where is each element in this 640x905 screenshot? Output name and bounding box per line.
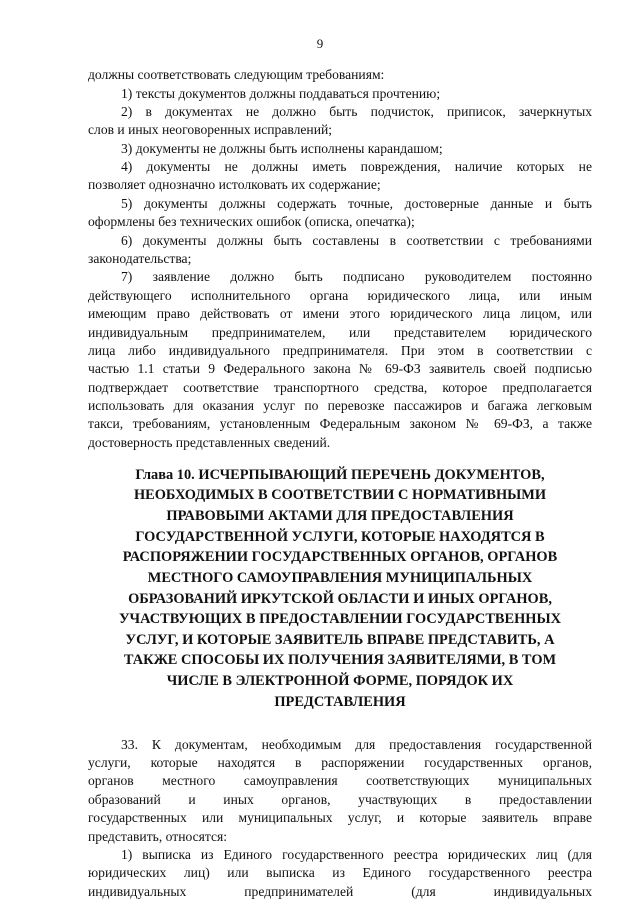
- text-line: слов и иных неоговоренных исправлений;: [88, 122, 333, 138]
- list-item-2: 2) в документах не должно быть подчисток, приписок, зачеркнутых: [121, 103, 592, 119]
- chapter-heading: УСЛУГ, И КОТОРЫЕ ЗАЯВИТЕЛЬ ВПРАВЕ ПРЕДСТАВИТЬ, А: [125, 632, 555, 649]
- text-line: образований и иных органов, участвующих в предоставлении: [88, 791, 592, 807]
- text-line: юридических лиц) или выписка из Единого государственного реестра: [88, 865, 592, 881]
- chapter-heading: ТАКЖЕ СПОСОБЫ ИХ ПОЛУЧЕНИЯ ЗАЯВИТЕЛЯМИ, В ТОМ: [123, 652, 557, 669]
- text-line: представить, относятся:: [88, 828, 228, 844]
- text-line: имеющим право действовать от имени этого юридического лица лицом, или: [88, 306, 592, 322]
- paragraph-33: 33. К документам, необходимым для предоставления государственной: [121, 736, 592, 752]
- text-line: достоверность представленных сведений.: [88, 434, 331, 450]
- text-line: такси, требованиям, установленным Федеральным законом № 69-ФЗ, а также: [88, 416, 592, 432]
- chapter-heading: ПРЕДСТАВЛЕНИЯ: [274, 694, 406, 710]
- chapter-heading: ГОСУДАРСТВЕННОЙ УСЛУГИ, КОТОРЫЕ НАХОДЯТСЯ В: [135, 528, 545, 545]
- text-line: органов местного самоуправления соответствующих муниципальных: [88, 773, 592, 789]
- chapter-heading: МЕСТНОГО САМОУПРАВЛЕНИЯ МУНИЦИПАЛЬНЫХ: [147, 570, 533, 587]
- chapter-heading: УЧАСТВУЮЩИХ В ПРЕДОСТАВЛЕНИИ ГОСУДАРСТВЕННЫХ: [118, 610, 562, 627]
- list-item-1: 1) тексты документов должны поддаваться прочтению;: [121, 85, 441, 101]
- list-item-5: 5) документы должны содержать точные, достоверные данные и быть: [121, 195, 592, 211]
- chapter-heading: ЧИСЛЕ В ЭЛЕКТРОННОЙ ФОРМЕ, ПОРЯДОК ИХ: [166, 672, 514, 689]
- list-item-1: 1) выписка из Единого государственного реестра юридических лиц (для: [121, 846, 592, 862]
- text-line: использовать для оказания услуг по перевозке пассажиров и багажа легковым: [88, 398, 592, 413]
- chapter-heading: НЕОБХОДИМЫХ В СООТВЕТСТВИИ С НОРМАТИВНЫМИ: [133, 487, 547, 503]
- text-line: законодательства;: [88, 251, 192, 266]
- text-line: позволяет однозначно истолковать их содержание;: [88, 177, 381, 193]
- text-line: действующего исполнительного органа юридического лица, или иным: [88, 287, 592, 303]
- text-line: индивидуальным предпринимателем, или представителем юридического: [88, 324, 592, 340]
- chapter-heading: РАСПОРЯЖЕНИИ ГОСУДАРСТВЕННЫХ ОРГАНОВ, ОРГАНОВ: [122, 548, 558, 565]
- list-item-4: 4) документы не должны иметь повреждения, наличие которых не: [121, 159, 592, 175]
- text-line: частью 1.1 статьи 9 Федерального закона № 69-ФЗ заявитель своей подписью: [88, 361, 592, 377]
- chapter-heading: ОБРАЗОВАНИЙ ИРКУТСКОЙ ОБЛАСТИ И ИНЫХ ОРГАНОВ,: [128, 590, 552, 607]
- text-line: подтверждает соответствие транспортного средства, которое предполагается: [88, 379, 592, 395]
- page-number: 9: [316, 36, 324, 51]
- list-item-6: 6) документы должны быть составлены в соответствии с требованиями: [121, 232, 592, 248]
- text-line: лица либо индивидуального предпринимателя. При этом в соответствии с: [88, 342, 592, 358]
- text-line: индивидуальных предпринимателей (для индивидуальных: [88, 883, 592, 899]
- list-item-7: 7) заявление должно быть подписано руководителем постоянно: [121, 269, 592, 285]
- text-line: государственных или муниципальных услуг, и которые заявитель вправе: [88, 810, 592, 826]
- text-line: оформлены без технических ошибок (описка, опечатка);: [88, 214, 415, 230]
- text-line: должны соответствовать следующим требованиям:: [88, 67, 385, 83]
- text-line: услуги, которые находятся в распоряжении государственных органов,: [88, 755, 592, 770]
- chapter-heading: Глава 10. ИСЧЕРПЫВАЮЩИЙ ПЕРЕЧЕНЬ ДОКУМЕНТОВ,: [135, 466, 545, 483]
- chapter-heading: ПРАВОВЫМИ АКТАМИ ДЛЯ ПРЕДОСТАВЛЕНИЯ: [166, 508, 514, 525]
- list-item-3: 3) документы не должны быть исполнены карандашом;: [121, 140, 443, 156]
